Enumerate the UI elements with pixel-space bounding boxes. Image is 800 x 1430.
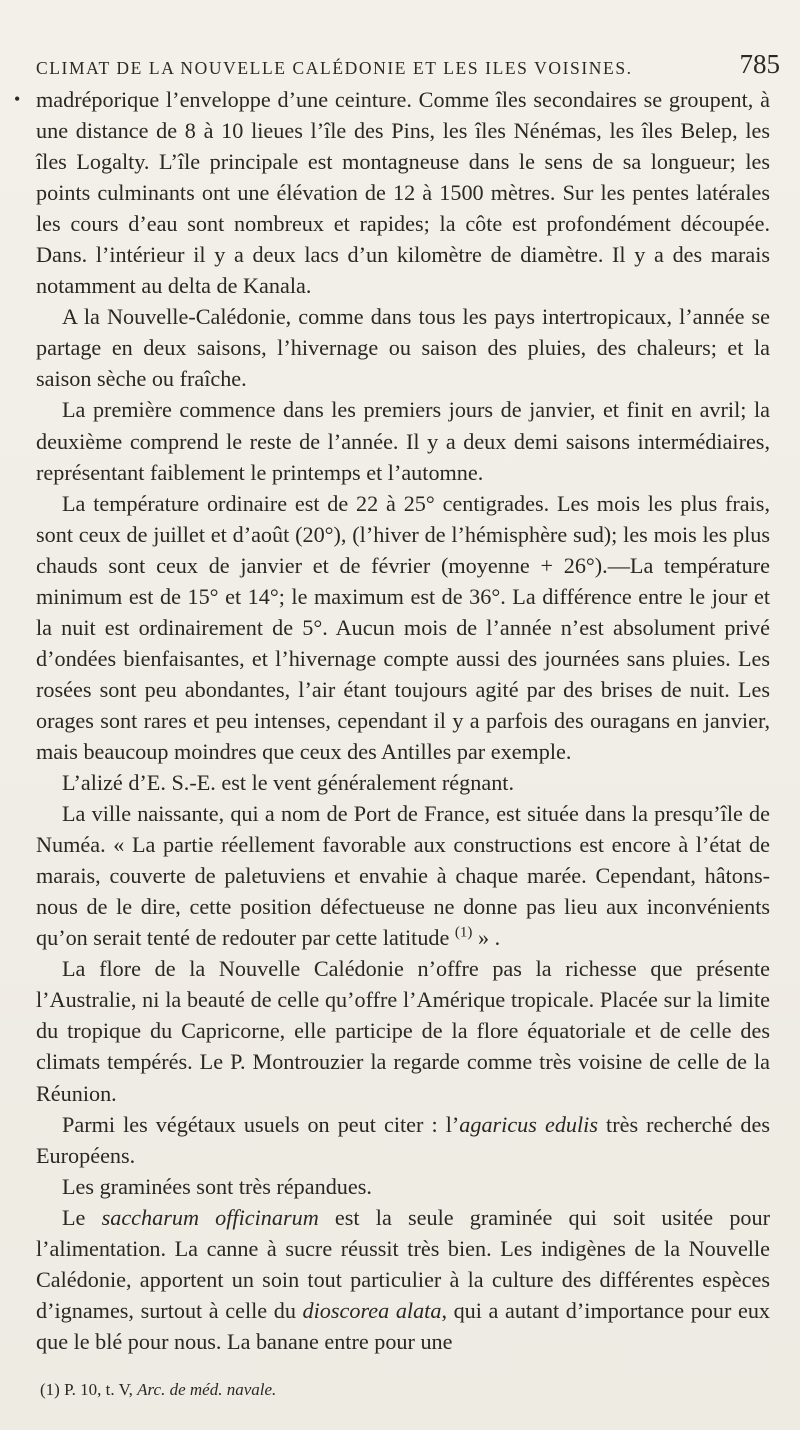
species-name: saccharum officinarum (101, 1204, 319, 1230)
paragraph-10-start: Le (62, 1204, 102, 1230)
body-text (14, 84, 771, 1357)
paragraph-3: La première commence dans les premiers jours de janvier, et finit en avril; la deuxième comprend le reste de l’année. Il y a deux demi saisons intermédiaires, représentant faiblement le printemps et l’automne. (36, 397, 770, 485)
species-name: agaricus edulis (459, 1111, 598, 1137)
page-header (36, 40, 780, 80)
paragraph-10-end: , qui a autant d’importance pour eux que le blé pour nous. La banane entre pour une (36, 1297, 771, 1354)
paragraph-7: La flore de la Nouvelle Calédonie n’offre pas la richesse que présente l’Australie, ni la beauté de celle qu’offre l’Amérique tropicale. Placée sur la limite du tropique du Capricorne, elle participe de la flore équatoriale et de celle des climats tempérés. Le P. Montrouzier la regarde comme très voisine de celle de la Réunion. (36, 956, 770, 1106)
margin-mark: • (14, 89, 21, 109)
paragraph-6-end: » . (472, 925, 501, 951)
running-head: CLIMAT DE LA NOUVELLE CALÉDONIE ET LES ILES VOISINES. (36, 58, 633, 78)
footnote (40, 1380, 770, 1400)
paragraph-8-end: très recherché des Européens. (36, 1111, 770, 1168)
footnote-marker: (1) (40, 1380, 60, 1399)
paragraph-9: Les graminées sont très répandues. (62, 1173, 372, 1199)
paragraph-1-text: madréporique l’enveloppe d’une ceinture. Comme îles secondaires se groupent, à une distance de 8 à 10 lieues l’île des Pins, les îles Nénémas, les îles Belep, les îles Logalty. L’île principale est montagneuse dans le sens de sa longueur; les points culminants ont une élévation de 12 à 1500 mètres. Sur les pentes latérales les cours d’eau sont nombreux et rapides; la côte est profondément découpée. Dans. l’intérieur il y a deux lacs d’un kilomètre de diamètre. Il y a des marais notamment au delta de Kanala. (36, 87, 770, 299)
footnote-reference[interactable]: (1) (454, 924, 473, 941)
page-number: 785 (739, 49, 780, 79)
paragraph-6-text: La ville naissante, qui a nom de Port de France, est située dans la presqu’île de Numéa. « La partie réellement favorable aux constructions est encore à l’état de marais, couverte de paletuviens et envahie à chaque marée. Cependant, hâtons-nous de le dire, cette position défectueuse ne donne pas lieu aux inconvénients qu’on serait tenté de redouter par cette latitude (36, 801, 770, 951)
paragraph-10 (36, 1202, 770, 1357)
paragraph-8 (36, 1109, 770, 1171)
paragraph-6 (36, 798, 770, 953)
footnote-source: Arc. de méd. navale. (137, 1380, 277, 1399)
paragraph-1 (14, 84, 770, 301)
paragraph-5: L’alizé d’E. S.-E. est le vent généralement régnant. (62, 770, 514, 796)
species-name: dioscorea alata (302, 1297, 442, 1323)
paragraph-10-mid: est la seule graminée qui soit usitée pour l’alimentation. La canne à sucre réussit très bien. Les indigènes de la Nouvelle Calédonie, apportent un soin tout particulier à la culture des différentes espèces d’ignames, surtout à celle du (36, 1204, 770, 1323)
paragraph-4: La température ordinaire est de 22 à 25° centigrades. Les mois les plus frais, sont ceux de juillet et d’août (20°), (l’hiver de l’hémisphère sud); les mois les plus chauds sont ceux de janvier et de février (moyenne + 26°).—La température minimum est de 15° et 14°; le maximum est de 36°. La différence entre le jour et la nuit est ordinairement de 5°. Aucun mois de l’année n’est absolument privé d’ondées bienfaisantes, et l’hivernage compte aussi des journées sans pluies. Les rosées sont peu abondantes, l’air étant toujours agité par des brises de nuit. Les orages sont rares et peu intenses, cependant il y a parfois des ouragans en janvier, mais beaucoup moindres que ceux des Antilles par exemple. (36, 490, 770, 764)
footnote-text: P. 10, t. V, (59, 1380, 138, 1399)
paragraph-2: A la Nouvelle-Calédonie, comme dans tous les pays intertropicaux, l’année se partage en deux saisons, l’hivernage ou saison des pluies, des chaleurs; et la saison sèche ou fraîche. (36, 304, 770, 392)
paragraph-8-start: Parmi les végétaux usuels on peut citer : l’ (62, 1111, 460, 1137)
